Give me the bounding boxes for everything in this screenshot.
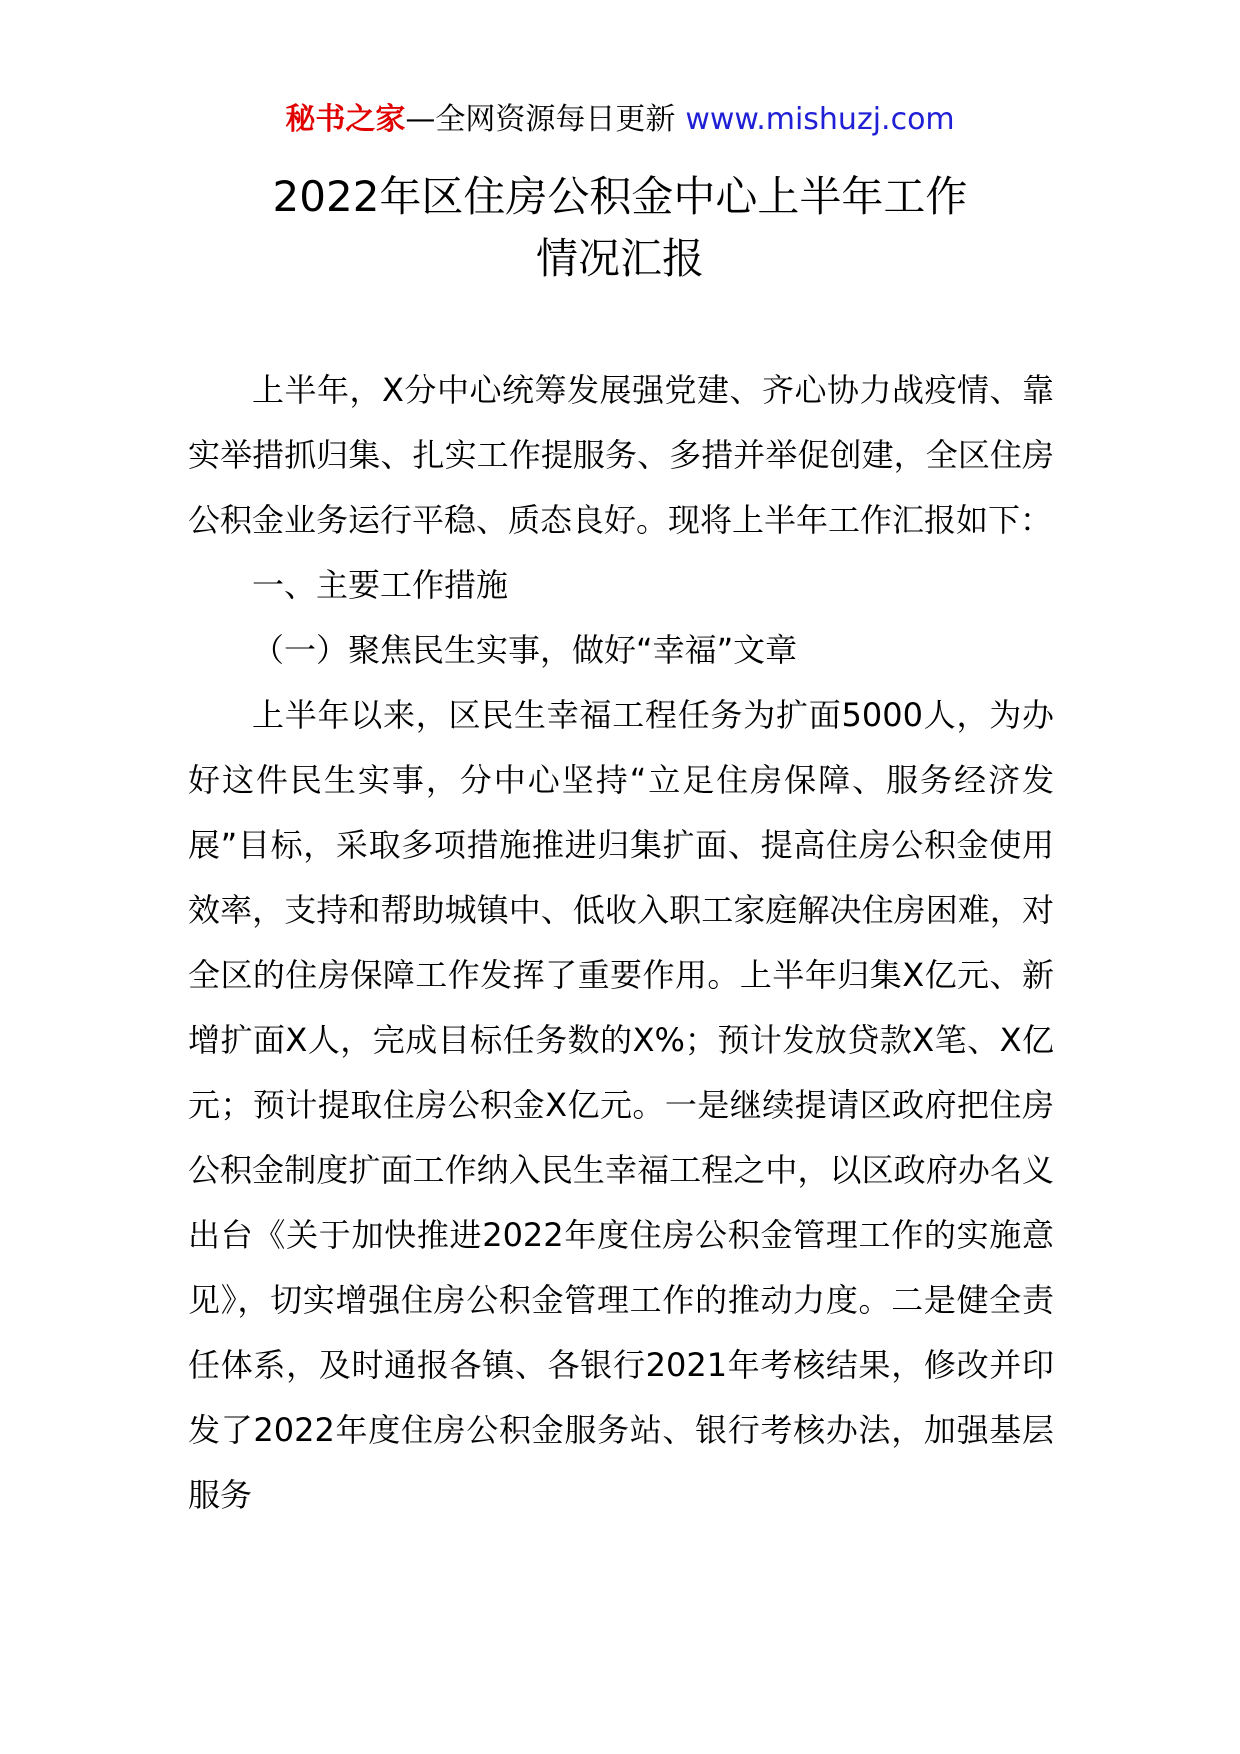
- document-title: [0, 166, 1240, 290]
- title-line-2: 情况汇报: [535, 234, 704, 283]
- site-watermark-header: [0, 100, 1240, 140]
- brand-tagline: —全网资源每日更新: [405, 102, 676, 137]
- brand-name: 秘书之家: [285, 102, 406, 137]
- document-body: [188, 358, 1054, 1528]
- brand-url[interactable]: www.mishuzj.com: [685, 102, 955, 137]
- subsection-heading-1: （一）聚焦民生实事，做好“幸福”文章: [252, 631, 798, 669]
- paragraph-body: 上半年以来，区民生幸福工程任务为扩面5000人，为办好这件民生实事，分中心坚持“立足住房保障、服务经济发展”目标，采取多项措施推进归集扩面、提高住房公积金使用效率，支持和帮助城镇中、低收入职工家庭解决住房困难，对全区的住房保障工作发挥了重要作用。上半年归集X亿元、新增扩面X人，完成目标任务数的X%；预计发放贷款X笔、X亿元；预计提取住房公积金X亿元。一是继续提请区政府把住房公积金制度扩面工作纳入民生幸福工程之中，以区政府办名义出台《关于加快推进2022年度住房公积金管理工作的实施意见》，切实增强住房公积金管理工作的推动力度。二是健全责任体系，及时通报各镇、各银行2021年考核结果，修改并印发了2022年度住房公积金服务站、银行考核办法，加强基层服务: [188, 696, 1054, 1514]
- title-line-1: 2022年区住房公积金中心上半年工作: [272, 172, 968, 221]
- section-heading-1: 一、主要工作措施: [252, 566, 509, 604]
- paragraph-intro: 上半年，X分中心统筹发展强党建、齐心协力战疫情、靠实举措抓归集、扎实工作提服务、多措并举促创建，全区住房公积金业务运行平稳、质态良好。现将上半年工作汇报如下：: [188, 371, 1054, 539]
